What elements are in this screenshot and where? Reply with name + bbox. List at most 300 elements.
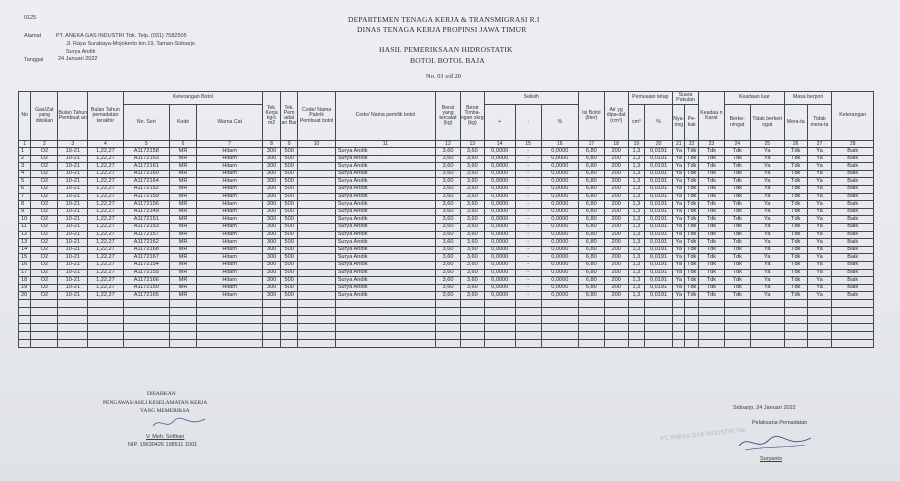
table-cell: Surya Andik [335, 284, 435, 292]
table-cell: 300 [263, 292, 281, 300]
table-cell: Tdk [698, 261, 724, 269]
th-plus: + [484, 105, 515, 141]
table-cell: Hitam [196, 170, 262, 178]
table-cell: 6,80 [578, 269, 604, 277]
table-cell: - [515, 193, 541, 201]
table-cell: Surya Andik [335, 292, 435, 300]
table-cell: Tdk [685, 193, 698, 201]
table-cell: O2 [31, 269, 58, 277]
table-cell [298, 269, 335, 277]
table-cell: 20 [19, 292, 31, 300]
table-cell: Surya Andik [335, 193, 435, 201]
table-cell: 200 [604, 223, 628, 231]
table-cell: 0,0000 [484, 170, 515, 178]
dinas-heading: DINAS TENAGA KERJA PROPINSI JAWA TIMUR [357, 25, 527, 34]
table-cell: 1,3 [628, 208, 645, 216]
table-cell: Tdk [784, 148, 807, 156]
table-cell: - [515, 231, 541, 239]
table-cell: Tdk [685, 246, 698, 254]
empty-cell [750, 331, 784, 339]
table-cell: 0,0191 [645, 163, 673, 171]
column-number: 26 [784, 141, 807, 148]
owner-line: Surya Andik [66, 49, 96, 55]
empty-cell [19, 315, 31, 323]
table-cell: 1,22,27 [88, 292, 123, 300]
table-cell: Hitam [196, 185, 262, 193]
table-cell: Tdk [685, 208, 698, 216]
table-cell: A1172166 [123, 277, 170, 285]
table-cell: Surya Andik [335, 216, 435, 224]
table-cell: - [515, 178, 541, 186]
empty-cell [645, 331, 673, 339]
empty-cell [170, 339, 197, 347]
table-cell: 200 [604, 193, 628, 201]
table-cell: Ya [673, 201, 685, 209]
column-number: 25 [750, 141, 784, 148]
table-cell: 300 [263, 261, 281, 269]
table-cell: 6,80 [578, 193, 604, 201]
empty-cell [298, 339, 335, 347]
table-cell: MR [170, 277, 197, 285]
table-cell: 6,80 [578, 201, 604, 209]
empty-row [19, 299, 874, 307]
table-cell: Hitam [196, 201, 262, 209]
table-cell: 0,0000 [484, 261, 515, 269]
table-cell: Surya Andik [335, 277, 435, 285]
table-cell: Ya [673, 185, 685, 193]
table-cell: Tdk [685, 170, 698, 178]
table-cell: Tdk [724, 231, 750, 239]
table-cell: - [515, 239, 541, 247]
table-cell: 0,0191 [645, 231, 673, 239]
empty-cell [698, 315, 724, 323]
th-ket-botol: Keterangan Botol [123, 92, 263, 105]
table-cell [298, 246, 335, 254]
table-cell: Tdk [784, 292, 807, 300]
table-cell: - [515, 223, 541, 231]
table-cell: A1172153 [123, 223, 170, 231]
column-number: 24 [724, 141, 750, 148]
column-number: 11 [335, 141, 435, 148]
empty-cell [645, 307, 673, 315]
empty-cell [724, 307, 750, 315]
table-cell: 3,60 [436, 284, 461, 292]
empty-cell [784, 299, 807, 307]
table-cell: Tdk [698, 178, 724, 186]
table-cell: - [515, 201, 541, 209]
table-cell: 3,60 [460, 201, 484, 209]
table-cell: Tdk [698, 155, 724, 163]
table-cell: 10-21 [58, 246, 88, 254]
table-cell: MR [170, 246, 197, 254]
table-cell: 0,0000 [541, 246, 578, 254]
table-cell [298, 170, 335, 178]
table-cell: - [515, 208, 541, 216]
table-cell: Baik [832, 185, 874, 193]
table-cell: 3,60 [460, 148, 484, 156]
table-cell: 1,3 [628, 170, 645, 178]
th-karat: Keadaa n Karat [698, 92, 724, 141]
table-cell: 200 [604, 239, 628, 247]
table-cell: 300 [263, 201, 281, 209]
empty-cell [807, 339, 832, 347]
table-cell: Tdk [698, 254, 724, 262]
table-cell: Baik [832, 170, 874, 178]
table-cell: Tdk [784, 178, 807, 186]
table-cell: Tdk [685, 185, 698, 193]
table-cell [298, 292, 335, 300]
table-cell: 1,3 [628, 201, 645, 209]
empty-cell [578, 307, 604, 315]
table-cell: Tdk [685, 201, 698, 209]
table-cell: A1172157 [123, 231, 170, 239]
table-cell: Hitam [196, 292, 262, 300]
executor-name: Suryanto [760, 456, 783, 462]
table-cell: Ya [750, 261, 784, 269]
table-cell: 1,22,27 [88, 208, 123, 216]
table-row [19, 292, 874, 300]
company-stamp: PT. ANEKA GAS INDUSTRI Tbk. [659, 427, 748, 443]
place-date: Sidoarjo, 24 Januari 2022 [733, 405, 796, 411]
table-cell: - [515, 284, 541, 292]
table-cell: 500 [280, 261, 298, 269]
table-cell: 0,0000 [484, 163, 515, 171]
table-cell: 0,0000 [541, 239, 578, 247]
table-cell: Tdk [685, 148, 698, 156]
table-cell: MR [170, 163, 197, 171]
table-cell: 0,0000 [484, 178, 515, 186]
table-cell: Ya [807, 292, 832, 300]
table-cell: Surya Andik [335, 231, 435, 239]
table-cell: Tdk [698, 185, 724, 193]
table-cell: O2 [31, 246, 58, 254]
column-number: 21 [673, 141, 685, 148]
table-cell: A1172155 [123, 269, 170, 277]
table-cell: 0,0000 [541, 185, 578, 193]
table-cell: Ya [807, 254, 832, 262]
table-cell: Hitam [196, 216, 262, 224]
table-cell: Baik [832, 163, 874, 171]
empty-cell [807, 315, 832, 323]
empty-cell [724, 299, 750, 307]
empty-cell [628, 315, 645, 323]
table-cell: 10-21 [58, 239, 88, 247]
table-cell: 15 [19, 254, 31, 262]
table-cell: 300 [263, 178, 281, 186]
table-cell: 0,0000 [541, 223, 578, 231]
table-cell: Tdk [685, 284, 698, 292]
table-cell: O2 [31, 178, 58, 186]
company-line: PT. ANEKA GAS INDUSTRI Tbk. Telp. (031) 7582505 [56, 33, 187, 39]
empty-cell [19, 307, 31, 315]
table-cell: Hitam [196, 269, 262, 277]
table-cell: Ya [807, 155, 832, 163]
table-cell: 1,3 [628, 269, 645, 277]
table-cell: Ya [673, 163, 685, 171]
table-cell: 6 [19, 185, 31, 193]
table-cell: Ya [673, 284, 685, 292]
table-cell: 10-21 [58, 292, 88, 300]
table-cell: 10-21 [58, 201, 88, 209]
table-cell: MR [170, 239, 197, 247]
table-cell [298, 231, 335, 239]
table-cell: 10-21 [58, 223, 88, 231]
empty-cell [170, 331, 197, 339]
column-number: 19 [628, 141, 645, 148]
table-cell: Ya [673, 269, 685, 277]
table-cell: 200 [604, 269, 628, 277]
table-cell: 0,0000 [484, 193, 515, 201]
table-cell: 3,60 [460, 163, 484, 171]
column-number: 10 [298, 141, 335, 148]
table-cell: 200 [604, 284, 628, 292]
empty-cell [196, 339, 262, 347]
table-cell: 300 [263, 216, 281, 224]
table-cell: 1,3 [628, 284, 645, 292]
table-cell: - [515, 170, 541, 178]
table-cell: 10-21 [58, 269, 88, 277]
empty-row [19, 331, 874, 339]
empty-cell [263, 339, 281, 347]
empty-cell [460, 299, 484, 307]
empty-cell [298, 315, 335, 323]
empty-row [19, 339, 874, 347]
table-cell: 3,60 [436, 163, 461, 171]
table-cell: Baik [832, 284, 874, 292]
table-cell: 10-21 [58, 261, 88, 269]
table-cell: 6,80 [578, 246, 604, 254]
th-berkenan: Berke-ningat [724, 105, 750, 141]
th-persen: % [541, 105, 578, 141]
table-cell: 6,80 [578, 208, 604, 216]
table-cell: Baik [832, 178, 874, 186]
table-cell: MR [170, 155, 197, 163]
empty-cell [832, 323, 874, 331]
table-cell: 1,22,27 [88, 155, 123, 163]
th-tek-kerja: Tek. Kerja kg/c m2 [263, 92, 281, 141]
table-cell: 300 [263, 269, 281, 277]
empty-cell [578, 339, 604, 347]
table-cell: 500 [280, 216, 298, 224]
th-merata: Mera-ta [784, 105, 807, 141]
table-cell: 6,80 [578, 216, 604, 224]
table-cell: 0,0000 [541, 201, 578, 209]
dept-heading: DEPARTEMEN TENAGA KERJA & TRANSMIGRASI R.I [348, 15, 540, 24]
table-cell: O2 [31, 277, 58, 285]
table-cell: 1,22,27 [88, 193, 123, 201]
table-cell: 3,60 [460, 223, 484, 231]
officer-signature [150, 414, 210, 432]
table-cell: 300 [263, 163, 281, 171]
th-cm3: cm³ [628, 105, 645, 141]
table-cell: Tdk [724, 185, 750, 193]
table-cell: 0,0000 [484, 254, 515, 262]
table-cell: 1,3 [628, 178, 645, 186]
table-cell: 0,0000 [484, 239, 515, 247]
empty-cell [750, 339, 784, 347]
table-cell: Ya [807, 163, 832, 171]
table-cell: - [515, 185, 541, 193]
column-number: 13 [460, 141, 484, 148]
table-cell: 3,60 [436, 239, 461, 247]
table-cell: 200 [604, 208, 628, 216]
table-cell: Tdk [784, 284, 807, 292]
empty-cell [807, 299, 832, 307]
table-cell: 6,80 [578, 178, 604, 186]
table-cell [298, 239, 335, 247]
table-cell: 3,60 [460, 178, 484, 186]
table-row [19, 239, 874, 247]
empty-cell [123, 315, 170, 323]
table-cell: 0,0191 [645, 269, 673, 277]
table-cell: MR [170, 231, 197, 239]
table-cell: 0,0191 [645, 239, 673, 247]
table-cell: 300 [263, 284, 281, 292]
empty-cell [541, 331, 578, 339]
table-cell: Tdk [685, 163, 698, 171]
table-cell: 200 [604, 148, 628, 156]
table-cell: 10-21 [58, 193, 88, 201]
table-cell: 3,60 [460, 193, 484, 201]
table-cell: Surya Andik [335, 269, 435, 277]
table-cell: - [515, 277, 541, 285]
column-number: 1 [19, 141, 31, 148]
th-suara: Suara Pukulan [673, 92, 699, 105]
table-cell: 10-21 [58, 277, 88, 285]
empty-cell [807, 331, 832, 339]
empty-cell [645, 339, 673, 347]
table-cell: 1,22,27 [88, 148, 123, 156]
table-cell: Ya [673, 239, 685, 247]
table-cell: 3,60 [436, 246, 461, 254]
table-cell: 3,60 [436, 148, 461, 156]
table-cell: 1,3 [628, 277, 645, 285]
empty-cell [541, 315, 578, 323]
empty-cell [698, 323, 724, 331]
table-cell: Baik [832, 231, 874, 239]
table-cell: 4 [19, 170, 31, 178]
table-cell: Surya Andik [335, 246, 435, 254]
table-cell: A1172159 [123, 193, 170, 201]
table-cell: Surya Andik [335, 178, 435, 186]
table-cell: 0,0000 [484, 155, 515, 163]
empty-cell [685, 323, 698, 331]
table-cell: 0,0000 [541, 269, 578, 277]
empty-cell [628, 339, 645, 347]
table-cell: Surya Andik [335, 185, 435, 193]
column-number: 4 [88, 141, 123, 148]
table-cell: Tdk [685, 261, 698, 269]
empty-cell [604, 339, 628, 347]
table-cell: 0,0000 [541, 193, 578, 201]
table-cell: A1172154 [123, 261, 170, 269]
empty-cell [170, 315, 197, 323]
table-cell: A1172167 [123, 254, 170, 262]
empty-cell [724, 323, 750, 331]
empty-cell [88, 299, 123, 307]
empty-row [19, 323, 874, 331]
table-cell: A1172164 [123, 178, 170, 186]
table-cell: Hitam [196, 193, 262, 201]
table-cell: Tdk [784, 185, 807, 193]
empty-cell [460, 339, 484, 347]
empty-cell [280, 307, 298, 315]
table-cell: 3,60 [460, 254, 484, 262]
table-cell: 500 [280, 269, 298, 277]
empty-cell [673, 339, 685, 347]
empty-cell [604, 315, 628, 323]
empty-cell [541, 299, 578, 307]
table-cell: 1,22,27 [88, 201, 123, 209]
table-cell: 1,3 [628, 246, 645, 254]
th-masa: Masa berpori [784, 92, 832, 105]
table-cell: 0,0000 [541, 163, 578, 171]
table-cell: 6,80 [578, 170, 604, 178]
table-cell [298, 216, 335, 224]
table-cell: Ya [673, 254, 685, 262]
table-cell: Surya Andik [335, 261, 435, 269]
empty-cell [280, 323, 298, 331]
empty-cell [436, 331, 461, 339]
table-cell: 6,80 [578, 261, 604, 269]
table-cell: A1172152 [123, 185, 170, 193]
table-cell: 6,80 [578, 277, 604, 285]
table-cell: Hitam [196, 155, 262, 163]
table-cell: 0,0000 [541, 261, 578, 269]
table-cell: - [515, 254, 541, 262]
table-cell: 3,60 [460, 231, 484, 239]
table-cell: 13 [19, 239, 31, 247]
table-cell: 500 [280, 239, 298, 247]
empty-cell [784, 331, 807, 339]
empty-cell [685, 299, 698, 307]
table-cell: 3,60 [436, 269, 461, 277]
table-cell: Hitam [196, 261, 262, 269]
table-cell: Hitam [196, 148, 262, 156]
table-cell: 300 [263, 185, 281, 193]
table-cell: Hitam [196, 246, 262, 254]
table-cell: MR [170, 193, 197, 201]
empty-cell [604, 299, 628, 307]
table-cell: Baik [832, 246, 874, 254]
table-cell: 200 [604, 254, 628, 262]
column-number: 18 [604, 141, 628, 148]
table-cell: 10-21 [58, 163, 88, 171]
th-keterangan: Keterangan [832, 92, 874, 141]
table-cell: 500 [280, 208, 298, 216]
table-cell: 3,60 [436, 193, 461, 201]
street-line: Jl. Raya Surabaya-Mojokerto km.19, Taman-Sidoarjo [66, 41, 195, 47]
table-cell: Hitam [196, 239, 262, 247]
table-cell: Ya [673, 178, 685, 186]
empty-cell [784, 315, 807, 323]
table-cell: 3,60 [460, 170, 484, 178]
table-cell: 1,3 [628, 223, 645, 231]
table-cell: 0,0000 [484, 246, 515, 254]
table-row [19, 223, 874, 231]
table-cell: Tdk [698, 269, 724, 277]
table-cell: Tdk [698, 223, 724, 231]
empty-cell [298, 323, 335, 331]
table-cell [298, 261, 335, 269]
empty-cell [436, 323, 461, 331]
empty-cell [484, 299, 515, 307]
table-cell [298, 223, 335, 231]
table-cell: 3,60 [460, 269, 484, 277]
table-cell [298, 254, 335, 262]
table-cell: 6,80 [578, 163, 604, 171]
table-cell: 500 [280, 193, 298, 201]
